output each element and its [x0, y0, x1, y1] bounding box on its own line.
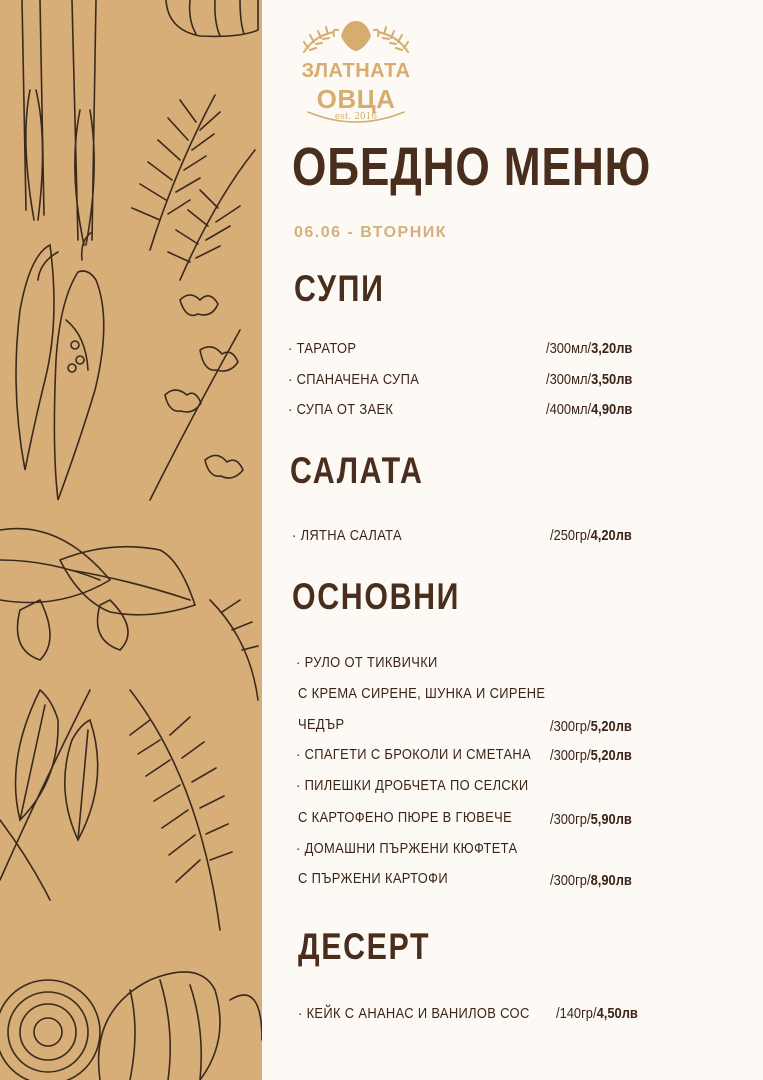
- herb-illustration-panel: [0, 0, 262, 1080]
- menu-item-name: · КЕЙК С АНАНАС И ВАНИЛОВ СОС: [298, 1005, 530, 1022]
- menu-item-price: /400мл/4,90лв: [546, 401, 633, 418]
- menu-item-line: С ПЪРЖЕНИ КАРТОФИ: [298, 870, 448, 887]
- menu-date: 06.06 - ВТОРНИК: [294, 224, 448, 241]
- section-heading-dessert: ДЕСЕРТ: [298, 926, 431, 967]
- menu-item-line: · ПИЛЕШКИ ДРОБЧЕТА ПО СЕЛСКИ: [296, 777, 529, 794]
- menu-item-price: /250гр/4,20лв: [550, 527, 632, 544]
- section-heading-salad: САЛАТА: [290, 450, 424, 491]
- menu-item-name: · СУПА ОТ ЗАЕК: [288, 401, 394, 418]
- menu-item-price: /300гр/5,20лв: [550, 747, 632, 764]
- section-heading-soups: СУПИ: [294, 268, 385, 309]
- logo-line-2: ОВЦА: [316, 84, 396, 114]
- menu-item-name: · ТАРАТОР: [288, 340, 357, 357]
- menu-item-price: /300гр/8,90лв: [550, 872, 632, 889]
- menu-item-price: /300гр/5,90лв: [550, 811, 632, 828]
- menu-item-name: · СПАНАЧЕНА СУПА: [288, 371, 420, 388]
- menu-item-line: С КАРТОФЕНО ПЮРЕ В ГЮВЕЧЕ: [298, 809, 513, 826]
- menu-item-price: /300мл/3,20лв: [546, 340, 633, 357]
- menu-item-line: · РУЛО ОТ ТИКВИЧКИ: [296, 654, 438, 671]
- page-title: ОБЕДНО МЕНЮ: [292, 137, 652, 197]
- herb-illustrations-icon: [0, 0, 262, 1080]
- menu-item-name: · ЛЯТНА САЛАТА: [292, 527, 402, 544]
- menu-content: [262, 0, 763, 1080]
- logo: [294, 14, 418, 126]
- menu-item-line: · СПАГЕТИ С БРОКОЛИ И СМЕТАНА: [296, 746, 532, 763]
- logo-established: est. 2016: [334, 112, 378, 122]
- section-heading-mains: ОСНОВНИ: [292, 576, 461, 617]
- menu-item-line: ЧЕДЪР: [298, 716, 345, 733]
- menu-item-price: /300гр/5,20лв: [550, 718, 632, 735]
- menu-item-price: /300мл/3,50лв: [546, 371, 633, 388]
- menu-item-line: · ДОМАШНИ ПЪРЖЕНИ КЮФТЕТА: [296, 840, 518, 857]
- menu-item-line: С КРЕМА СИРЕНЕ, ШУНКА И СИРЕНЕ: [298, 685, 546, 702]
- menu-item-price: /140гр/4,50лв: [556, 1005, 638, 1022]
- logo-line-1: ЗЛАТНАТА: [301, 60, 411, 82]
